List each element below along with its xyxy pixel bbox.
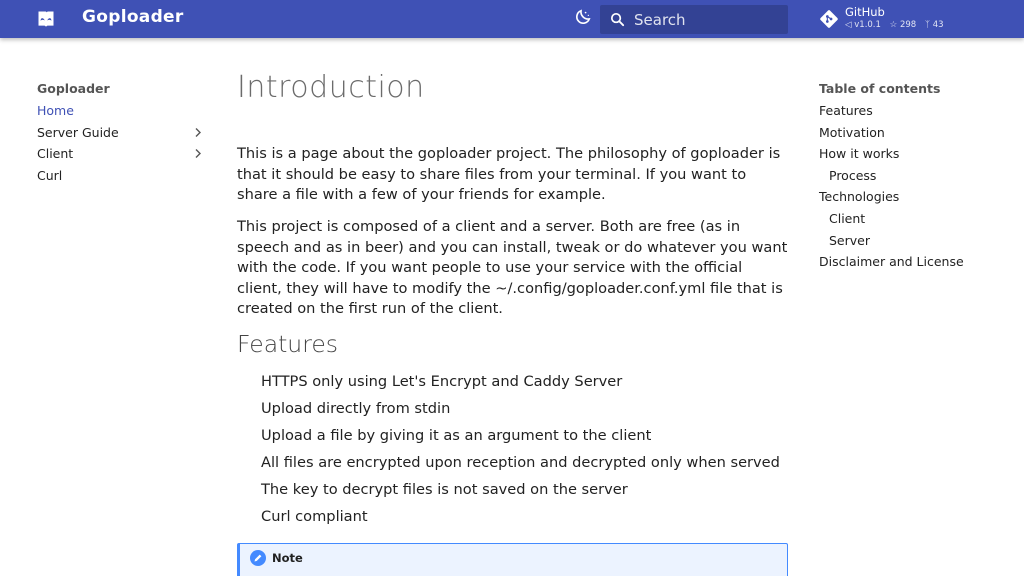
- toc-item-client[interactable]: Client: [829, 210, 866, 226]
- toc-item-technologies[interactable]: Technologies: [819, 189, 900, 205]
- toc-item-disclaimer[interactable]: Disclaimer and License: [819, 254, 964, 270]
- top-header: [0, 0, 1024, 38]
- search-icon: [609, 11, 626, 28]
- note-title: Note: [272, 551, 303, 565]
- toc-item-features[interactable]: Features: [819, 103, 873, 118]
- toc-item-how-it-works[interactable]: How it works: [819, 146, 900, 162]
- sidebar-item-label: Home: [37, 103, 74, 118]
- sidebar-title: Goploader: [37, 81, 110, 96]
- intro-paragraph-2: This project is composed of a client and a server. Both are free (as in speech and as in beer) and you can install, tweak or do whatever you want with the code. If you want people to use your service with the official client, they will have to modify the ~/.config/goploader.conf.yml file that is created on the first run of the client.: [237, 218, 788, 317]
- chevron-right-icon[interactable]: [193, 148, 203, 159]
- star-icon: ☆: [889, 20, 898, 30]
- stars-count: 298: [899, 20, 917, 30]
- repo-link[interactable]: [819, 5, 959, 35]
- sidebar-item-curl[interactable]: [37, 165, 207, 187]
- book-icon[interactable]: [36, 9, 56, 29]
- note-admonition: [237, 543, 788, 576]
- repo-forks: [925, 20, 944, 30]
- fork-icon: ᛉ: [924, 20, 930, 30]
- sidebar-item-label: Server Guide: [37, 124, 119, 140]
- table-of-contents: [819, 78, 999, 273]
- toc-title: Table of contents: [819, 81, 941, 96]
- site-title[interactable]: Goploader: [82, 7, 184, 27]
- sidebar-item-label: Client: [37, 146, 74, 162]
- list-item: The key to decrypt files is not saved on the server: [261, 481, 628, 498]
- primary-sidebar: [37, 78, 207, 187]
- repo-facts: [845, 20, 950, 30]
- version-label: v1.0.1: [854, 20, 881, 30]
- search-input[interactable]: [634, 9, 782, 30]
- list-item: HTTPS only using Let's Encrypt and Caddy Server: [261, 373, 623, 390]
- list-item: All files are encrypted upon reception and decrypted only when served: [261, 454, 780, 471]
- tag-icon: ◁: [845, 20, 852, 30]
- list-item: Upload directly from stdin: [261, 400, 451, 417]
- sidebar-item-home[interactable]: [37, 100, 207, 122]
- chevron-right-icon[interactable]: [193, 127, 203, 138]
- sidebar-item-server-guide[interactable]: [37, 122, 207, 144]
- toc-item-process[interactable]: Process: [829, 167, 877, 183]
- repo-stars: [890, 20, 917, 30]
- dark-mode-icon[interactable]: [570, 8, 592, 30]
- forks-count: 43: [932, 20, 944, 30]
- sidebar-item-client[interactable]: [37, 143, 207, 165]
- intro-paragraph-1: This is a page about the goploader project. The philosophy of goploader is that it should be easy to share files from your terminal. If you want to share a file with a few of your friends for example.: [237, 145, 781, 203]
- toc-item-motivation[interactable]: Motivation: [819, 124, 885, 140]
- repo-name: GitHub: [845, 5, 885, 19]
- git-icon: [819, 9, 839, 29]
- repo-version: [845, 20, 881, 30]
- page-title: Introduction: [237, 70, 425, 105]
- main-content: [237, 70, 789, 565]
- features-list: [261, 372, 780, 534]
- sidebar-item-label: Curl: [37, 168, 63, 184]
- toc-item-server[interactable]: Server: [829, 232, 870, 248]
- list-item: Curl compliant: [261, 508, 368, 525]
- pencil-icon: [250, 550, 266, 566]
- features-heading: Features: [237, 330, 339, 358]
- list-item: Upload a file by giving it as an argument to the client: [261, 427, 652, 444]
- search-bar[interactable]: [600, 5, 788, 34]
